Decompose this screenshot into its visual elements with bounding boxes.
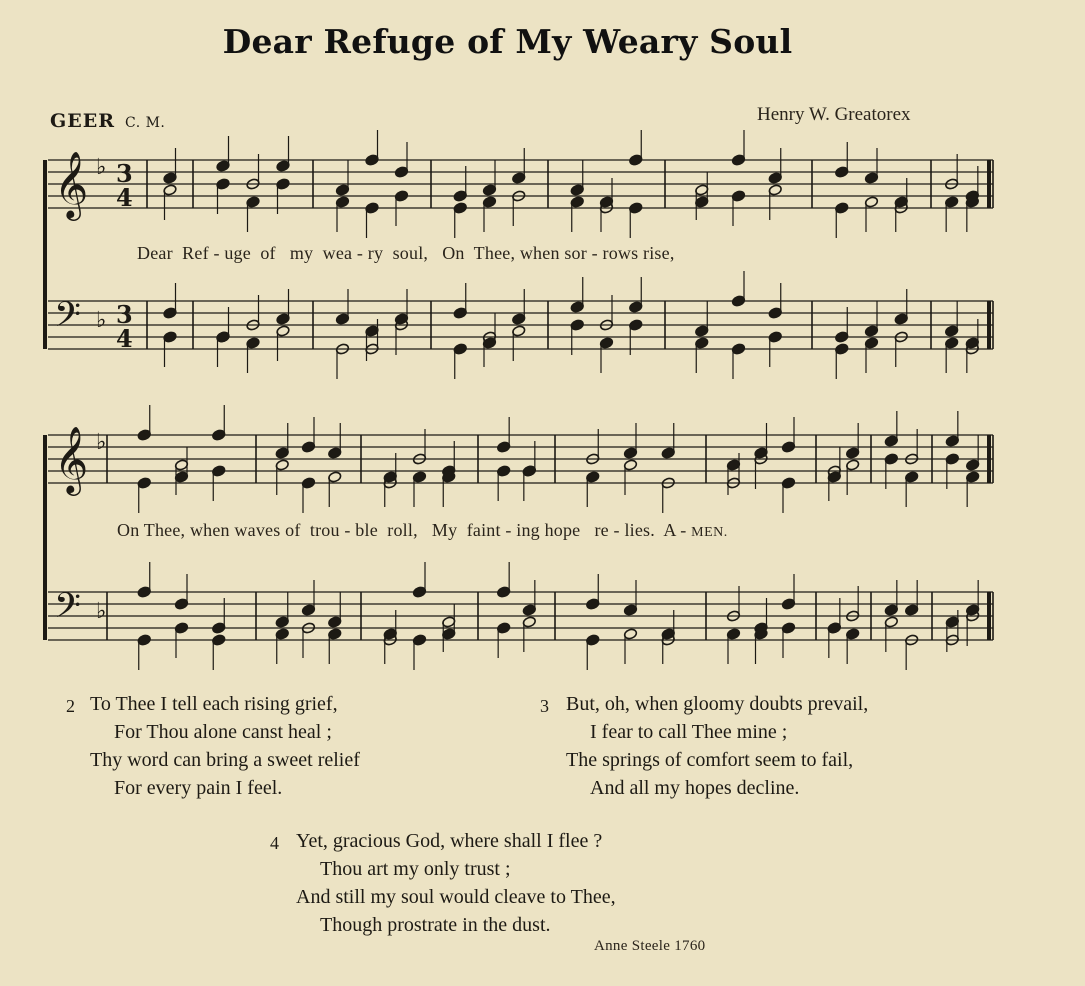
time-signature: 3 bbox=[116, 300, 133, 329]
verse-line: But, oh, when gloomy doubts prevail, bbox=[566, 693, 869, 715]
verse-4 bbox=[270, 827, 616, 939]
amen-text: MEN. bbox=[691, 525, 728, 540]
verse-line: The springs of comfort seem to fail, bbox=[566, 749, 854, 771]
lyrics-line-2-text: On Thee, when waves of trou - ble roll, My faint - ing hope re - lies. A - bbox=[117, 520, 692, 540]
verse-line: Thou art my only trust ; bbox=[320, 858, 511, 880]
flat-icon: ♭ bbox=[96, 599, 107, 624]
verse-2 bbox=[66, 690, 360, 802]
verse-number: 3 bbox=[540, 696, 549, 716]
verse-line: Thy word can bring a sweet relief bbox=[90, 749, 360, 771]
verse-number: 2 bbox=[66, 696, 75, 716]
lyrics-line-1: Dear Ref - uge of my wea - ry soul, On Thee, when sor - rows rise, bbox=[137, 243, 675, 263]
verse-line: I fear to call Thee mine ; bbox=[590, 721, 788, 743]
lyrics-line-2 bbox=[117, 520, 728, 541]
verse-line: And still my soul would cleave to Thee, bbox=[296, 886, 616, 908]
flat-icon: ♭ bbox=[96, 308, 107, 333]
verse-number: 4 bbox=[270, 833, 279, 853]
author-credit: Anne Steele 1760 bbox=[594, 938, 706, 954]
time-signature: 4 bbox=[116, 324, 133, 353]
verse-line: For Thou alone canst heal ; bbox=[114, 721, 332, 743]
verse-line: Though prostrate in the dust. bbox=[320, 914, 551, 936]
time-signature: 4 bbox=[116, 183, 133, 212]
time-signature: 3 bbox=[116, 159, 133, 188]
tune-meter: C. M. bbox=[124, 115, 166, 131]
composer: Henry W. Greatorex bbox=[757, 104, 911, 125]
flat-icon: ♭ bbox=[96, 430, 107, 455]
flat-icon: ♭ bbox=[96, 155, 107, 180]
bass-clef-icon: 𝄢 bbox=[54, 294, 82, 343]
verse-line: Yet, gracious God, where shall I flee ? bbox=[296, 830, 603, 852]
verse-3 bbox=[540, 690, 869, 802]
verse-line: And all my hopes decline. bbox=[590, 777, 800, 799]
bass-clef-icon: 𝄢 bbox=[54, 585, 82, 634]
page-title: Dear Refuge of My Weary Soul bbox=[222, 22, 793, 61]
tune-name: GEER bbox=[50, 110, 115, 132]
treble-clef-icon: 𝄞 bbox=[54, 425, 89, 493]
verse-line: To Thee I tell each rising grief, bbox=[90, 693, 338, 715]
verse-line: For every pain I feel. bbox=[114, 777, 283, 799]
treble-clef-icon: 𝄞 bbox=[54, 150, 89, 218]
